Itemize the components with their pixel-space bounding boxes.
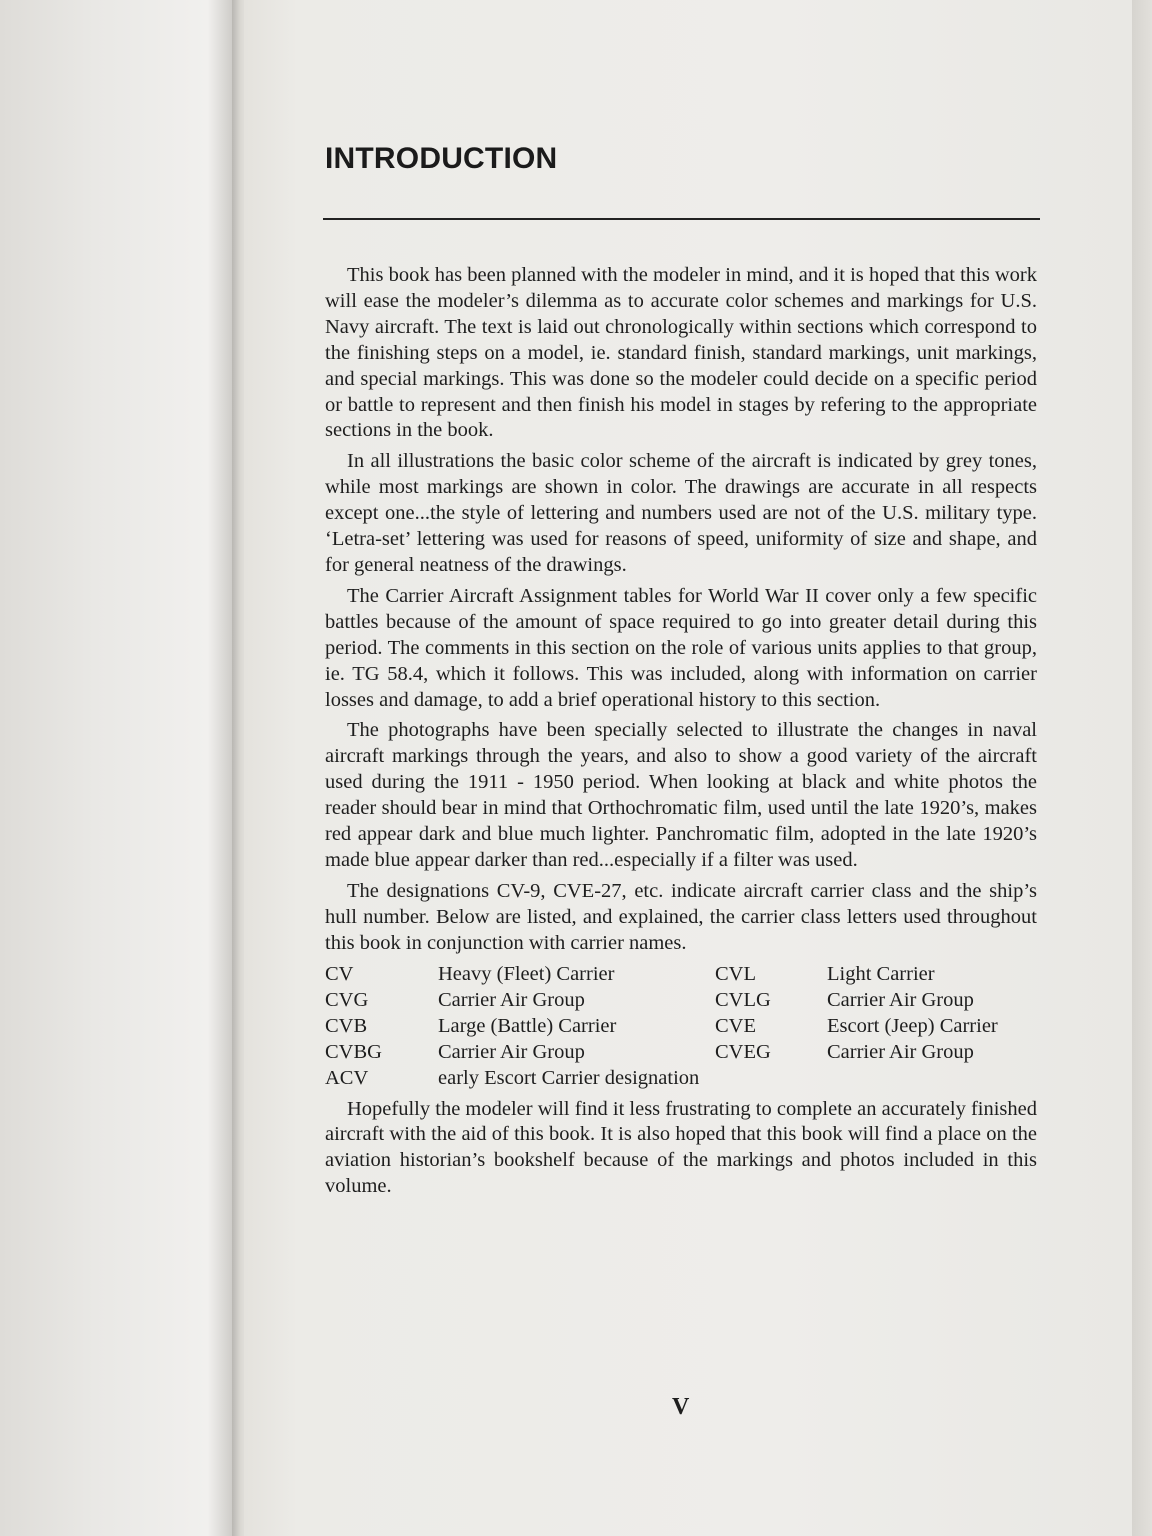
page-edge: [1132, 0, 1152, 1536]
class-code: CVE: [715, 1014, 756, 1037]
paragraph: Hopefully the modeler will find it less frustrating to complete an accurately finished aircraft with the aid of this book. It is also hoped that this book will find a place on the aviation historian’s bookshelf because of the markings and photos included in this volume.: [325, 1097, 1037, 1198]
class-code: CVEG: [715, 1040, 771, 1063]
class-code: CVL: [715, 962, 756, 985]
page-number: V: [672, 1394, 690, 1420]
body-text: [325, 263, 1037, 1205]
heading-rule: [323, 218, 1040, 220]
class-code: CVLG: [715, 988, 771, 1011]
paragraph: This book has been planned with the modeler in mind, and it is hoped that this work will ease the modeler’s dilemma as to accurate color schemes and markings for U.S. Navy aircraft. The text is laid out chronologically within sections which correspond to the finishing steps on a model, ie. standard finish, standard markings, unit markings, and special markings. This was done so the modeler could decide on a specific period or battle to represent and then finish his model in stages by refering to the appropriate sections in the book.: [325, 264, 1037, 442]
class-code: CVB: [325, 1014, 368, 1037]
page-heading: INTRODUCTION: [325, 142, 558, 175]
paragraph: The designations CV-9, CVE-27, etc. indicate aircraft carrier class and the ship’s hull number. Below are listed, and explained, the carrier class letters used throughout this book in conjunction with carrier names.: [325, 879, 1037, 954]
class-meaning: Escort (Jeep) Carrier: [827, 1014, 998, 1037]
class-meaning: Carrier Air Group: [438, 1040, 585, 1063]
class-meaning: Carrier Air Group: [827, 988, 974, 1011]
class-code: ACV: [325, 1066, 369, 1089]
class-meaning: Carrier Air Group: [827, 1040, 974, 1063]
class-meaning: Carrier Air Group: [438, 988, 585, 1011]
class-meaning: Heavy (Fleet) Carrier: [438, 962, 615, 985]
class-code: CV: [325, 962, 354, 985]
paragraph: In all illustrations the basic color scheme of the aircraft is indicated by grey tones, while most markings are shown in color. The drawings are accurate in all respects except one...the style of lettering and numbers used are not of the U.S. military type. ‘Letra-set’ lettering was used for reasons of speed, uniformity of size and shape, and for general neatness of the drawings.: [325, 450, 1037, 576]
class-code: CVG: [325, 988, 369, 1011]
class-code: CVBG: [325, 1040, 382, 1063]
class-meaning: early Escort Carrier designation: [438, 1066, 700, 1089]
class-meaning: Large (Battle) Carrier: [438, 1014, 617, 1037]
carrier-class-table: [325, 962, 1037, 1092]
paragraph: The Carrier Aircraft Assignment tables for World War II cover only a few specific battles because of the amount of space required to go into greater detail during this period. The comments in this section on the role of various units applies to that group, ie. TG 58.4, which it follows. This was included, along with information on carrier losses and damage, to add a brief operational history to this section.: [325, 584, 1037, 711]
paragraph: The photographs have been specially selected to illustrate the changes in naval aircraft markings through the years, and also to show a good variety of the aircraft used during the 1911 - 1950 period. When looking at black and white photos the reader should bear in mind that Orthochromatic film, used until the late 1920’s, makes red appear dark and blue much lighter. Panchromatic film, adopted in the late 1920’s made blue appear darker than red...especially if a filter was used.: [325, 719, 1037, 871]
left-page: [0, 0, 236, 1536]
class-meaning: Light Carrier: [827, 962, 935, 985]
